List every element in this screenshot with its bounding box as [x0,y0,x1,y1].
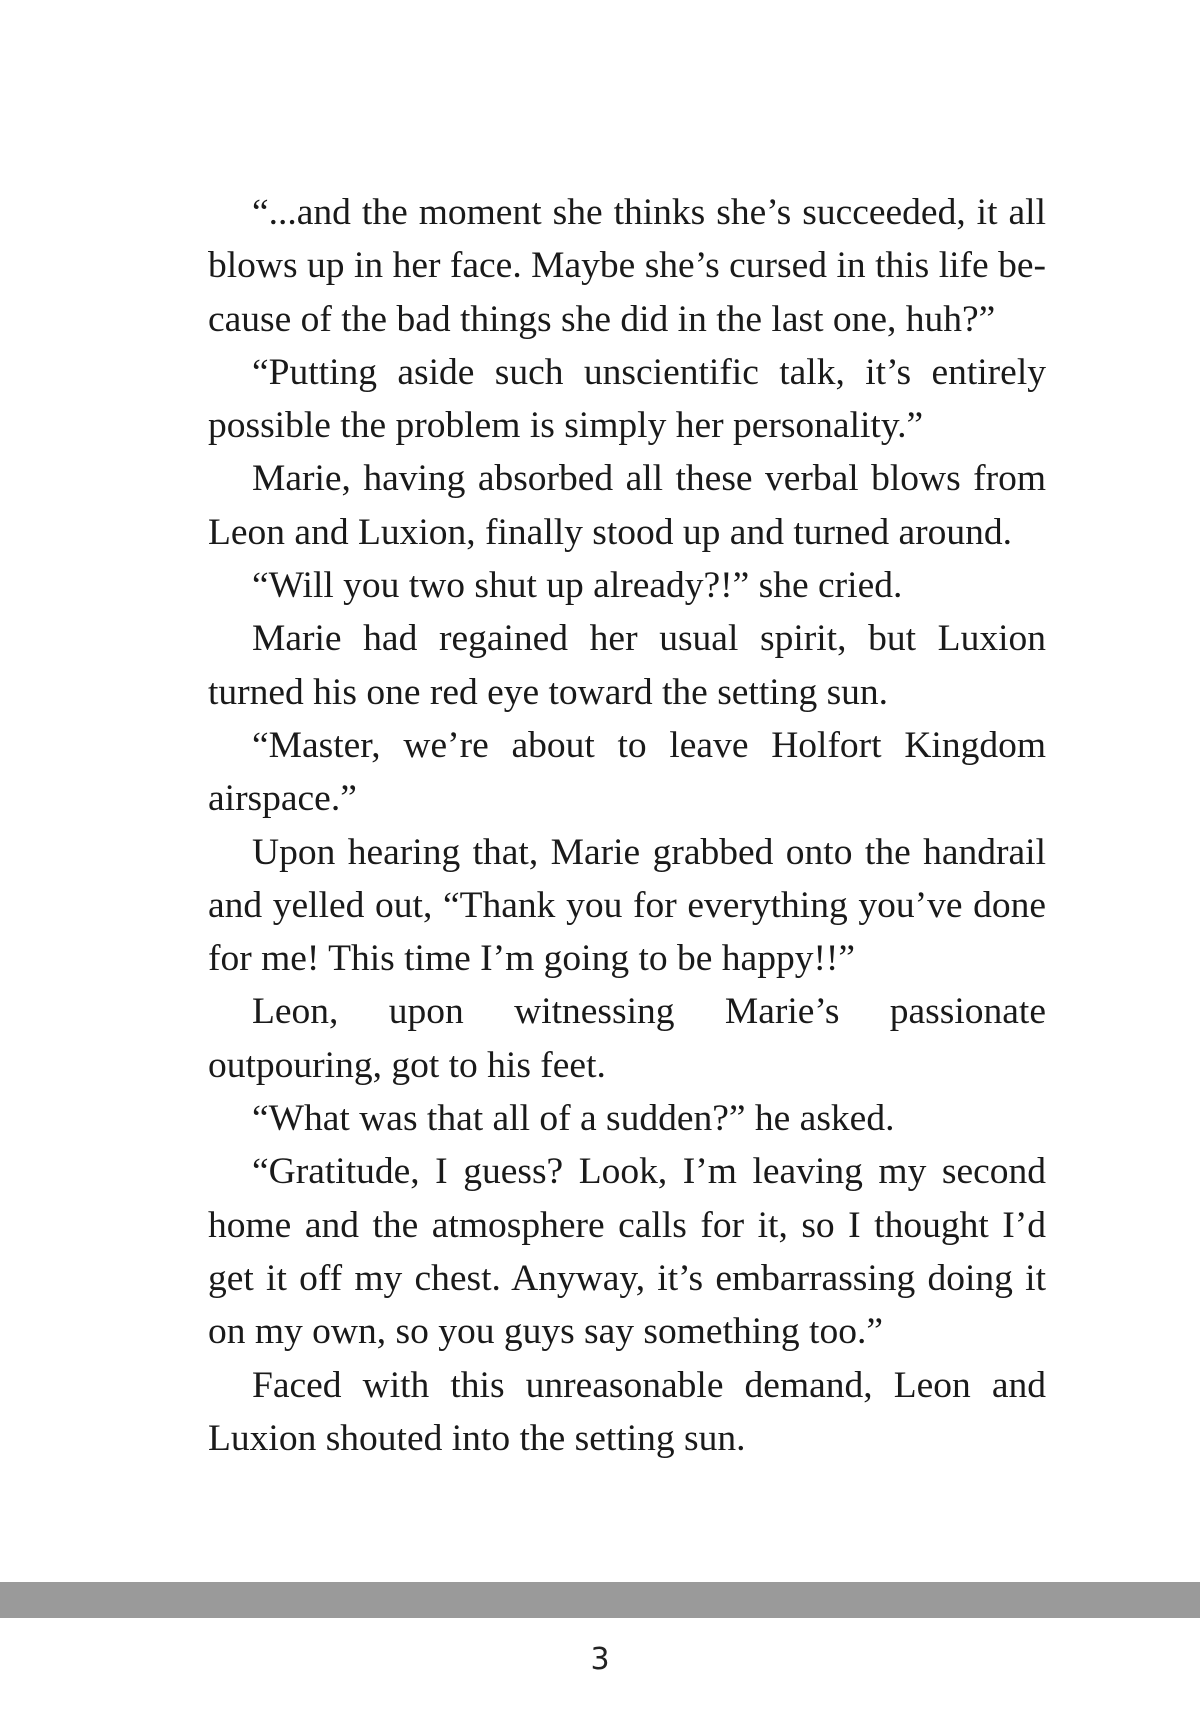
paragraph: “Will you two shut up already?!” she cried. [252,565,903,607]
paragraph: “Gratitude, I guess? Look, I’m leaving my second home and the atmosphere calls for it, so I thought I’d get it off my chest. Anyway, it’s embarrassing doing it on my own, so you guys say something too.” [208,1151,1046,1353]
paragraph: Upon hearing that, Marie grabbed onto the handrail and yelled out, “Thank you for everything you’ve done for me! This time I’m going to be happy!!” [208,831,1046,980]
paragraph: Marie had regained her usual spirit, but Luxion turned his one red eye toward the setting sun. [208,618,1046,713]
page-number: 3 [590,1642,610,1677]
paragraph: “What was that all of a sudden?” he asked. [252,1098,895,1140]
footer-bar [0,1582,1200,1618]
paragraph: Marie, having absorbed all these verbal blows from Leon and Luxion, finally stood up and turned around. [208,458,1046,553]
paragraph: “...and the moment she thinks she’s succeeded, it all blows up in her face. Maybe she’s cursed in this life because of the bad things she did in the last one, huh?” [208,192,1046,340]
paragraph: Faced with this unreasonable demand, Leon and Luxion shouted into the setting sun. [208,1364,1046,1459]
paragraph: “Putting aside such unscientific talk, it’s entirely possible the problem is simply her personality.” [208,351,1046,447]
paragraph: Leon, upon witnessing Marie’s passionate outpouring, got to his feet. [208,991,1046,1086]
paragraph: “Master, we’re about to leave Holfort Kingdom airspace.” [208,724,1046,820]
body-text [208,186,1046,1465]
